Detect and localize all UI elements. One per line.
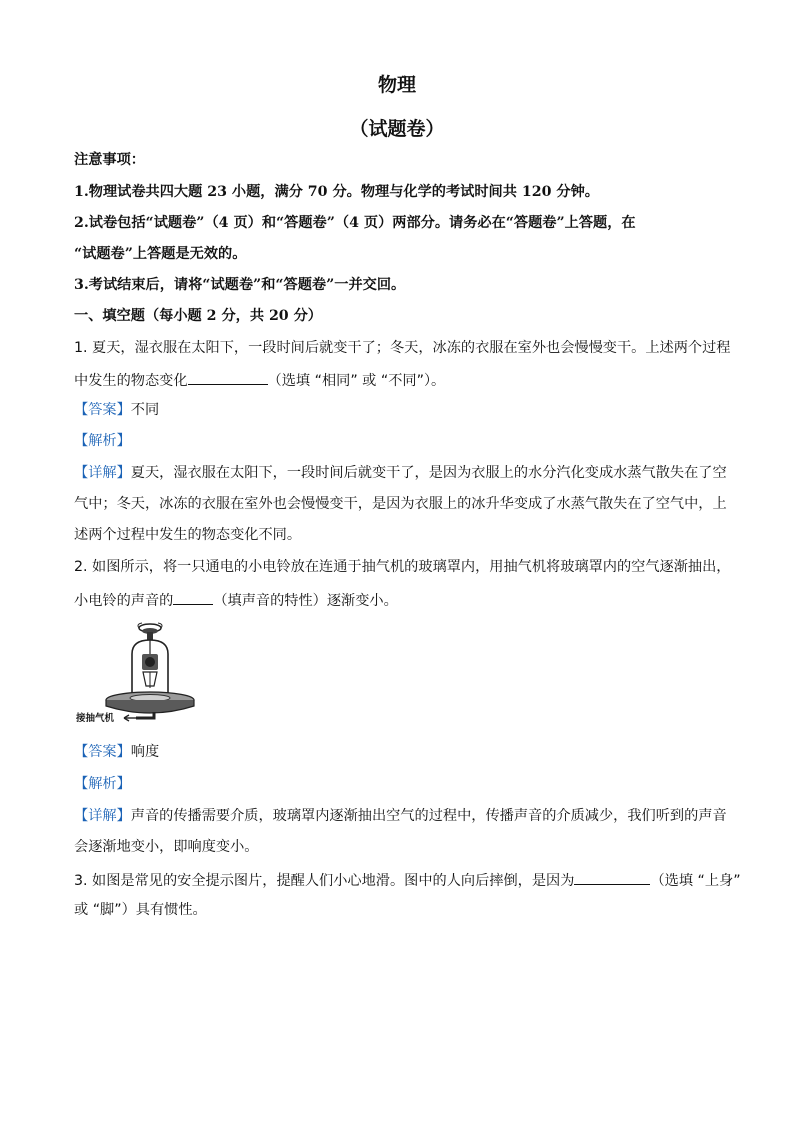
question-2-suffix: （填声音的特性）逐渐变小。: [213, 593, 398, 609]
figure-label: 接抽气机: [76, 713, 115, 724]
question-1-prefix: 中发生的物态变化: [74, 373, 188, 389]
question-1-text-cont: [74, 369, 734, 391]
answer-value: 响度: [130, 744, 160, 760]
detail-label: 【详解】: [74, 465, 131, 481]
answer-label: 【答案】: [74, 402, 131, 418]
question-1-suffix: （选填 “相同” 或 “不同”）。: [267, 373, 446, 389]
answer-value: 不同: [130, 402, 160, 418]
answer-blank: [574, 869, 650, 885]
question-3-text-cont: 或 “脚”）具有惯性。: [74, 902, 207, 918]
question-1-detail-cont: 述两个过程中发生的物态变化不同。: [74, 527, 302, 543]
analysis-label: 【解析】: [74, 433, 131, 449]
answer-blank: [188, 369, 268, 385]
question-2-answer: [74, 742, 734, 762]
detail-label: 【详解】: [74, 808, 131, 824]
question-1-answer: [74, 400, 734, 420]
question-2-prefix: 小电铃的声音的: [74, 593, 174, 609]
question-2-text: 2. 如图所示，将一只通电的小电铃放在连通于抽气机的玻璃罩内，用抽气机将玻璃罩内的空气逐渐抽出，: [74, 559, 731, 575]
question-1-detail-cont: 气中；冬天，冰冻的衣服在室外也会慢慢变干，是因为衣服上的冰升华变成了水蒸气散失在了空气中，上: [74, 496, 727, 512]
detail-text: 夏天，湿衣服在太阳下，一段时间后就变干了，是因为衣服上的水分汽化变成水蒸气散失在了空: [130, 465, 727, 481]
section-heading: 一、填空题（每小题 2 分，共 20 分）: [74, 308, 322, 324]
answer-label: 【答案】: [74, 744, 131, 760]
question-1-detail: [74, 463, 734, 483]
detail-text: 声音的传播需要介质，玻璃罩内逐渐抽出空气的过程中，传播声音的介质减少，我们听到的声音: [130, 808, 727, 824]
notice-item-2-cont: “试题卷”上答题是无效的。: [74, 246, 247, 262]
question-3-text: [74, 869, 741, 891]
notice-item-2: 2.试卷包括“试题卷”（4 页）和“答题卷”（4 页）两部分。请务必在“答题卷”上答题，在: [74, 215, 636, 231]
page-subtitle: （试题卷）: [349, 118, 445, 140]
question-2-detail: [74, 806, 734, 826]
question-1-text: 1. 夏天，湿衣服在太阳下，一段时间后就变干了；冬天，冰冻的衣服在室外也会慢慢变干。上述两个过程: [74, 340, 731, 356]
question-2-detail-cont: 会逐渐地变小，即响度变小。: [74, 839, 259, 855]
notice-heading: 注意事项：: [74, 152, 145, 168]
notice-item-3: 3.考试结束后，请将“试题卷”和“答题卷”一并交回。: [74, 277, 406, 293]
page-title: 物理: [377, 74, 416, 96]
notice-item-1: 1.物理试卷共四大题 23 小题，满分 70 分。物理与化学的考试时间共 120 分钟。: [74, 184, 599, 200]
bell-jar-figure: [76, 620, 196, 724]
analysis-label: 【解析】: [74, 776, 131, 792]
question-3-suffix: （选填 “上身”: [650, 873, 741, 889]
question-2-text-cont: [74, 589, 734, 611]
answer-blank: [173, 589, 213, 605]
question-3-prefix: 3. 如图是常见的安全提示图片，提醒人们小心地滑。图中的人向后摔倒，是因为: [74, 873, 575, 889]
